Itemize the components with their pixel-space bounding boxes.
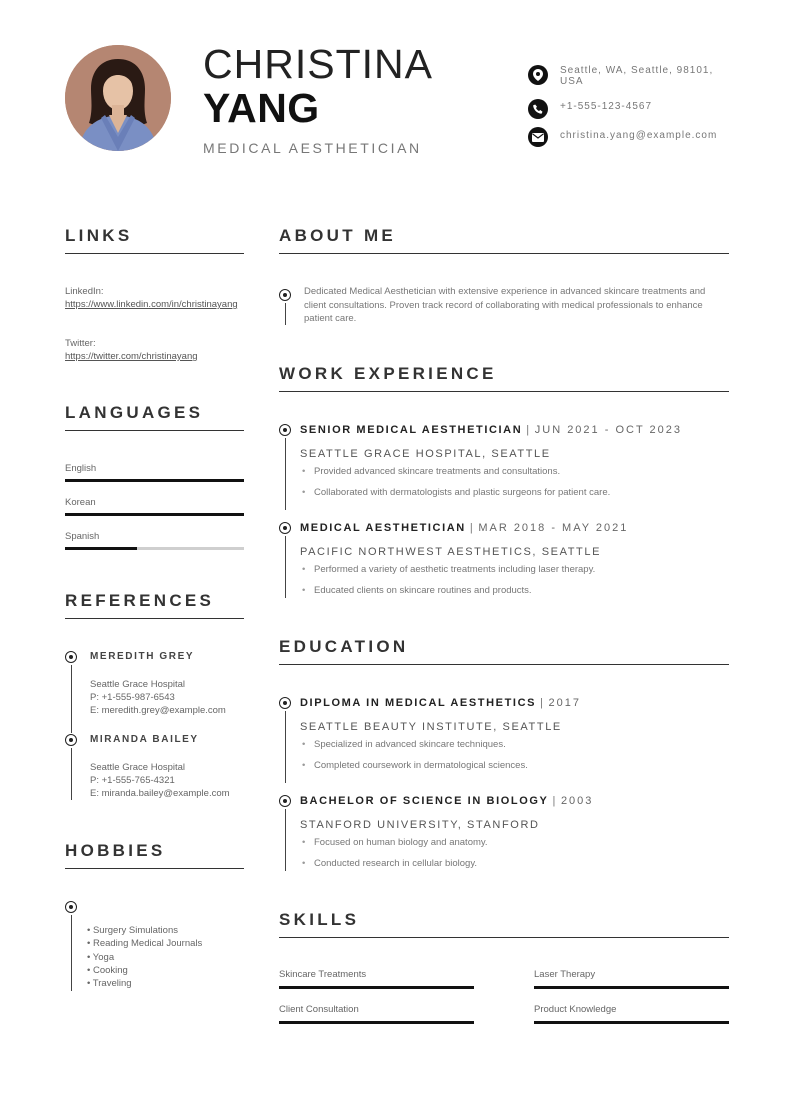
link-linkedin [65, 285, 245, 311]
about-heading: ABOUT ME [279, 226, 397, 245]
language-name: Korean [65, 497, 96, 508]
hobby-item: • Surgery Simulations [87, 925, 178, 936]
skill-bar [534, 1021, 729, 1024]
first-name: CHRISTINA [203, 41, 433, 87]
reference-org: Seattle Grace Hospital [90, 762, 186, 773]
job-bullet: • Provided advanced skincare treatments and consultations. [314, 466, 560, 477]
language-name: English [65, 463, 97, 474]
envelope-icon [528, 127, 548, 147]
twitter-url[interactable]: https://twitter.com/christinayang [65, 351, 198, 362]
reference-details [90, 761, 230, 800]
timeline-line [285, 303, 286, 325]
timeline-dot [65, 734, 77, 746]
language-name: Spanish [65, 531, 100, 542]
phone-text[interactable]: +1-555-123-4567 [560, 101, 653, 112]
skill-label: Product Knowledge [534, 1004, 617, 1015]
reference-phone: P: +1-555-765-4321 [90, 775, 175, 786]
job-dates: MAR 2018 - MAY 2021 [478, 522, 629, 534]
languages-divider [65, 430, 244, 431]
education-header [300, 795, 593, 807]
skill-label: Client Consultation [279, 1004, 359, 1015]
link-twitter [65, 337, 245, 363]
skill-label: Laser Therapy [534, 969, 596, 980]
hobbies-heading: HOBBIES [65, 841, 166, 860]
timeline-dot [279, 522, 291, 534]
separator: | [526, 424, 531, 436]
contact-address [528, 65, 728, 87]
separator: | [469, 522, 475, 534]
skill-label: Skincare Treatments [279, 969, 367, 980]
degree-year: 2003 [560, 795, 594, 807]
job-org: SEATTLE GRACE HOSPITAL, SEATTLE [300, 448, 551, 460]
last-name: YANG [203, 85, 320, 131]
references-heading: REFERENCES [65, 591, 215, 610]
job-header [300, 424, 682, 436]
job-bullet: • Collaborated with dermatologists and plastic surgeons for patient care. [314, 487, 610, 498]
link-label: Twitter: [65, 338, 96, 349]
timeline-line [285, 711, 286, 783]
job-header [300, 522, 628, 534]
degree-name: DIPLOMA IN MEDICAL AESTHETICS [300, 697, 537, 709]
language-level-bar [65, 513, 244, 516]
timeline-dot [65, 651, 77, 663]
timeline-line [71, 915, 72, 991]
timeline-line [285, 438, 286, 510]
timeline-dot [279, 795, 291, 807]
job-role: MEDICAL AESTHETICIAN [300, 522, 466, 534]
reference-email: E: meredith.grey@example.com [90, 705, 226, 716]
about-text: Dedicated Medical Aesthetician with extensive experience in advanced skincare treatments and client consultations. Proven track record of collaborating with medical professionals to enhance patient care. [304, 286, 706, 324]
school-name: STANFORD UNIVERSITY, STANFORD [300, 819, 540, 831]
reference-org: Seattle Grace Hospital [90, 679, 186, 690]
links-heading: LINKS [65, 226, 133, 245]
timeline-line [285, 809, 286, 871]
reference-name: MEREDITH GREY [90, 651, 195, 662]
language-level-bar [65, 547, 244, 550]
contact-phone [528, 99, 728, 119]
reference-name: MIRANDA BAILEY [90, 734, 199, 745]
profile-photo [65, 45, 171, 151]
link-label: LinkedIn: [65, 286, 104, 297]
skill-bar [279, 1021, 474, 1024]
timeline-line [71, 665, 72, 733]
skills-heading: SKILLS [279, 910, 360, 929]
address-text: Seattle, WA, Seattle, 98101, USA [560, 65, 714, 87]
hobby-item: • Reading Medical Journals [87, 938, 203, 950]
skill-bar [534, 986, 729, 989]
reference-email: E: miranda.bailey@example.com [90, 788, 230, 799]
education-heading: EDUCATION [279, 637, 409, 656]
timeline-line [285, 536, 286, 598]
skills-divider [279, 937, 729, 938]
hobby-item: • Traveling [87, 978, 132, 990]
timeline-dot [279, 289, 291, 301]
job-org: PACIFIC NORTHWEST AESTHETICS, SEATTLE [300, 546, 602, 558]
education-header [300, 697, 581, 709]
location-pin-icon [528, 65, 548, 85]
references-divider [65, 618, 244, 619]
education-divider [279, 664, 729, 665]
education-bullet: • Conducted research in cellular biology. [314, 858, 477, 869]
degree-year: 2017 [548, 697, 582, 709]
education-bullet: • Completed coursework in dermatological sciences. [314, 760, 528, 771]
hobby-item: • Cooking [87, 964, 128, 976]
timeline-dot [279, 697, 291, 709]
contact-email [528, 127, 728, 147]
degree-name: BACHELOR OF SCIENCE IN BIOLOGY [300, 795, 549, 807]
timeline-line [71, 748, 72, 800]
job-dates: JUN 2021 - OCT 2023 [534, 424, 682, 436]
timeline-dot [279, 424, 291, 436]
reference-details [90, 678, 226, 717]
education-bullet: • Focused on human biology and anatomy. [314, 837, 488, 848]
school-name: SEATTLE BEAUTY INSTITUTE, SEATTLE [300, 721, 562, 733]
work-heading: WORK EXPERIENCE [279, 364, 497, 383]
skill-bar [279, 986, 474, 989]
separator: | [552, 795, 557, 807]
work-divider [279, 391, 729, 392]
job-role: SENIOR MEDICAL AESTHETICIAN [300, 424, 523, 436]
language-level-bar [65, 479, 244, 482]
linkedin-url[interactable]: https://www.linkedin.com/in/christinayang [65, 299, 238, 310]
hobbies-divider [65, 868, 244, 869]
phone-icon [528, 99, 548, 119]
education-bullet: • Specialized in advanced skincare techniques. [314, 739, 506, 750]
hobby-item: • Yoga [87, 951, 115, 963]
reference-phone: P: +1-555-987-6543 [90, 692, 175, 703]
job-bullet: • Educated clients on skincare routines and products. [314, 585, 532, 596]
about-divider [279, 253, 729, 254]
separator: | [540, 697, 545, 709]
job-title: MEDICAL AESTHETICIAN [203, 140, 422, 156]
email-text[interactable]: christina.yang@example.com [560, 130, 718, 141]
links-divider [65, 253, 244, 254]
job-bullet: • Performed a variety of aesthetic treatments including laser therapy. [314, 564, 595, 575]
timeline-dot [65, 901, 77, 913]
languages-heading: LANGUAGES [65, 403, 204, 422]
hobbies-list [87, 924, 202, 990]
